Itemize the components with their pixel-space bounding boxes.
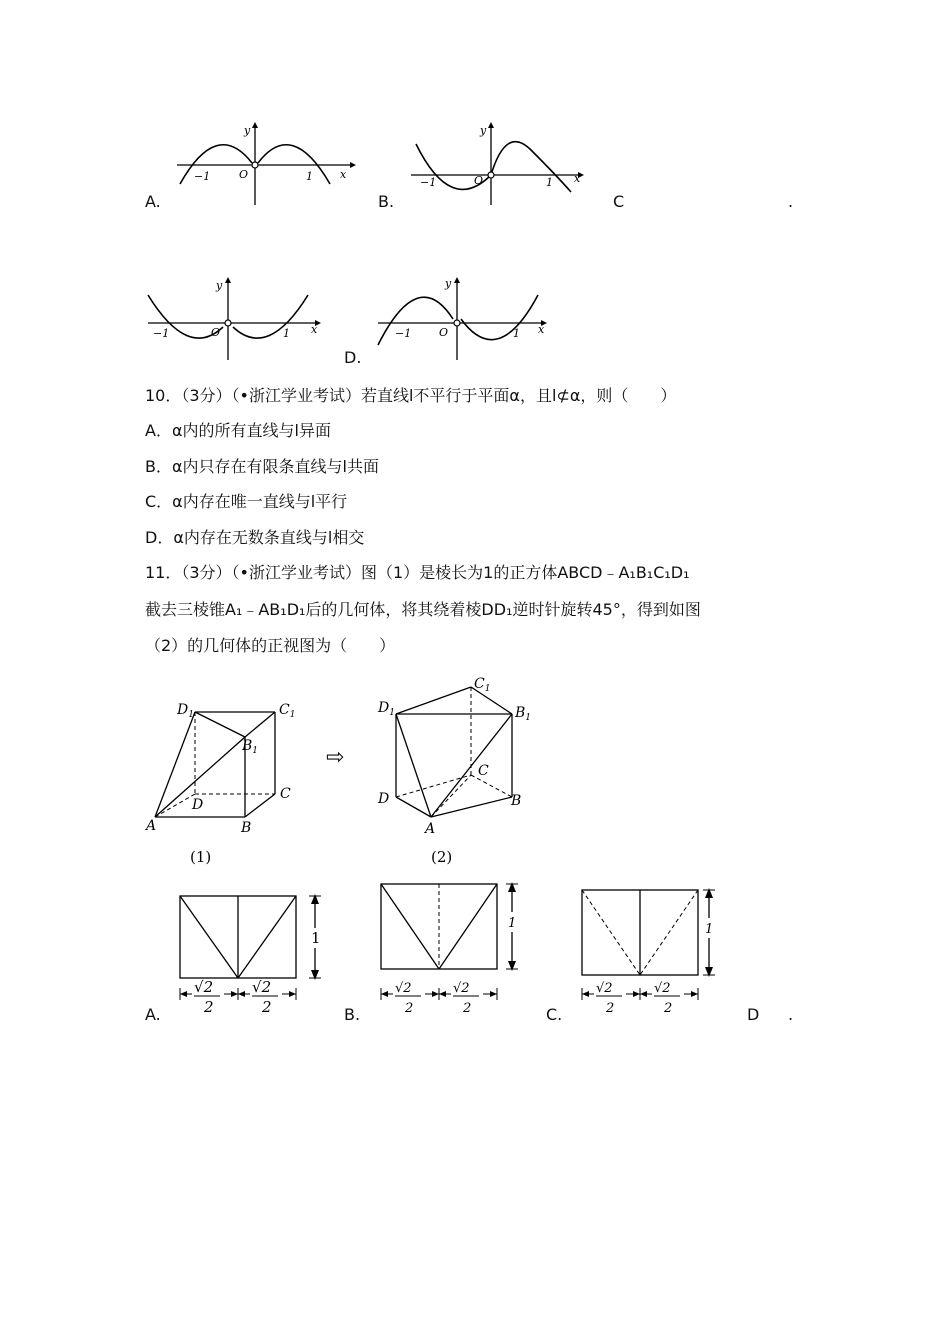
front-view-b-frac-den-1: 2 <box>405 1001 414 1016</box>
graph-c-one: 1 <box>283 327 290 340</box>
graph-b-y-label: y <box>480 124 487 137</box>
graph-b-origin: O <box>474 174 484 187</box>
q10-option-c: C．α内存在唯一直线与l平行 <box>145 492 348 511</box>
graph-b-one: 1 <box>546 176 553 189</box>
front-view-b-height: 1 <box>508 916 517 931</box>
graph-c-x-label: x <box>311 323 318 336</box>
graph-a-neg-one: −1 <box>194 170 211 183</box>
graph-a <box>172 120 362 205</box>
view-option-b-label: B. <box>344 1005 361 1024</box>
fig2-label-c1: $C_1$ <box>474 676 491 694</box>
graph-a-origin: O <box>239 168 249 181</box>
graph-b-x-label: x <box>574 172 581 185</box>
front-view-a-frac-den-2: 2 <box>262 998 272 1016</box>
transform-arrow: ⇨ <box>326 745 345 770</box>
front-view-b-frac-den-2: 2 <box>463 1001 472 1016</box>
graph-d-neg-one: −1 <box>395 327 412 340</box>
front-view-c-frac-num-1: 2 <box>604 981 613 996</box>
option-c-label: C <box>613 192 625 211</box>
graph-d <box>373 275 563 360</box>
fig1-label-b1: $B_1$ <box>242 738 259 756</box>
fig1-label-c1: $C_1$ <box>279 702 296 720</box>
graph-a-one: 1 <box>306 170 313 183</box>
graph-b <box>406 120 596 205</box>
front-view-a-height: 1 <box>311 929 321 947</box>
graph-c-y-label: y <box>216 279 223 292</box>
fig2-label-d: D <box>378 791 390 807</box>
graph-c-origin: O <box>211 326 221 339</box>
graph-a-y-label: y <box>244 124 251 137</box>
fig2-label-b1: $B_1$ <box>515 705 532 723</box>
front-view-a-frac-num-1: 2 <box>203 978 214 996</box>
front-view-a <box>175 888 335 1023</box>
svg-text:√2: √2 <box>252 978 272 996</box>
fig2-label-a: A <box>425 821 436 837</box>
q11-stem-line3: （2）的几何体的正视图为（ ） <box>145 636 396 655</box>
fig1-label-d1: $D_1$ <box>177 702 194 720</box>
q11-stem-line1: 11．（3分）（•浙江学业考试）图（1）是棱长为1的正方体ABCD﹣A₁B₁C₁D₁ <box>145 563 690 582</box>
front-view-c <box>577 882 737 1027</box>
fig2-label-c: C <box>478 763 489 779</box>
q10-stem: 10．（3分）（•浙江学业考试）若直线l不平行于平面α，且l⊄α，则（ ） <box>145 386 677 405</box>
graph-a-x-label: x <box>340 168 347 181</box>
fig1-label-a: A <box>146 818 157 834</box>
front-view-b-frac-num-2: 2 <box>461 981 470 996</box>
front-view-b <box>376 876 536 1021</box>
front-view-a-frac-den-1: 2 <box>204 998 214 1016</box>
figure-1-solid <box>140 690 310 880</box>
svg-text:√2: √2 <box>194 978 214 996</box>
graph-d-x-label: x <box>538 323 545 336</box>
fig1-label-d: D <box>192 797 204 813</box>
front-view-c-height: 1 <box>705 922 714 937</box>
view-option-a-label: A. <box>145 1005 161 1024</box>
svg-text:√2: √2 <box>395 981 412 996</box>
svg-text:√2: √2 <box>453 981 470 996</box>
fig2-label-b: B <box>511 793 522 809</box>
fig2-label-d1: $D_1$ <box>378 700 395 718</box>
front-view-c-frac-num-2: 2 <box>662 981 671 996</box>
option-a-label: A. <box>145 192 161 211</box>
graph-c-neg-one: −1 <box>153 327 170 340</box>
option-c-dot: . <box>788 192 794 211</box>
view-option-d-dot: . <box>788 1005 794 1024</box>
front-view-c-frac-den-2: 2 <box>664 1001 673 1016</box>
fig2-caption: (2) <box>431 848 453 866</box>
figure-2-solid <box>374 672 544 867</box>
graph-d-origin: O <box>439 326 449 339</box>
fig1-label-c: C <box>280 786 291 802</box>
q10-option-a: A．α内的所有直线与l异面 <box>145 421 331 440</box>
graph-d-y-label: y <box>445 277 452 290</box>
q11-stem-line2: 截去三棱锥A₁﹣AB₁D₁后的几何体，将其绕着棱DD₁逆时针旋转45°，得到如图 <box>145 600 701 619</box>
front-view-c-frac-den-1: 2 <box>606 1001 615 1016</box>
fig1-caption: (1) <box>190 848 212 866</box>
option-b-label: B. <box>378 192 395 211</box>
fig1-label-b: B <box>241 820 252 836</box>
svg-text:√2: √2 <box>596 981 613 996</box>
front-view-b-frac-num-1: 2 <box>403 981 412 996</box>
q10-option-d: D．α内存在无数条直线与l相交 <box>145 528 365 547</box>
q10-option-b: B．α内只存在有限条直线与l共面 <box>145 457 379 476</box>
svg-text:√2: √2 <box>654 981 671 996</box>
view-option-c-label: C. <box>546 1005 563 1024</box>
front-view-a-frac-num-2: 2 <box>261 978 272 996</box>
view-option-d-label: D <box>747 1005 760 1024</box>
option-d-label: D. <box>344 348 362 367</box>
graph-b-neg-one: −1 <box>420 176 437 189</box>
graph-d-one: 1 <box>513 327 520 340</box>
graph-c <box>143 275 333 360</box>
